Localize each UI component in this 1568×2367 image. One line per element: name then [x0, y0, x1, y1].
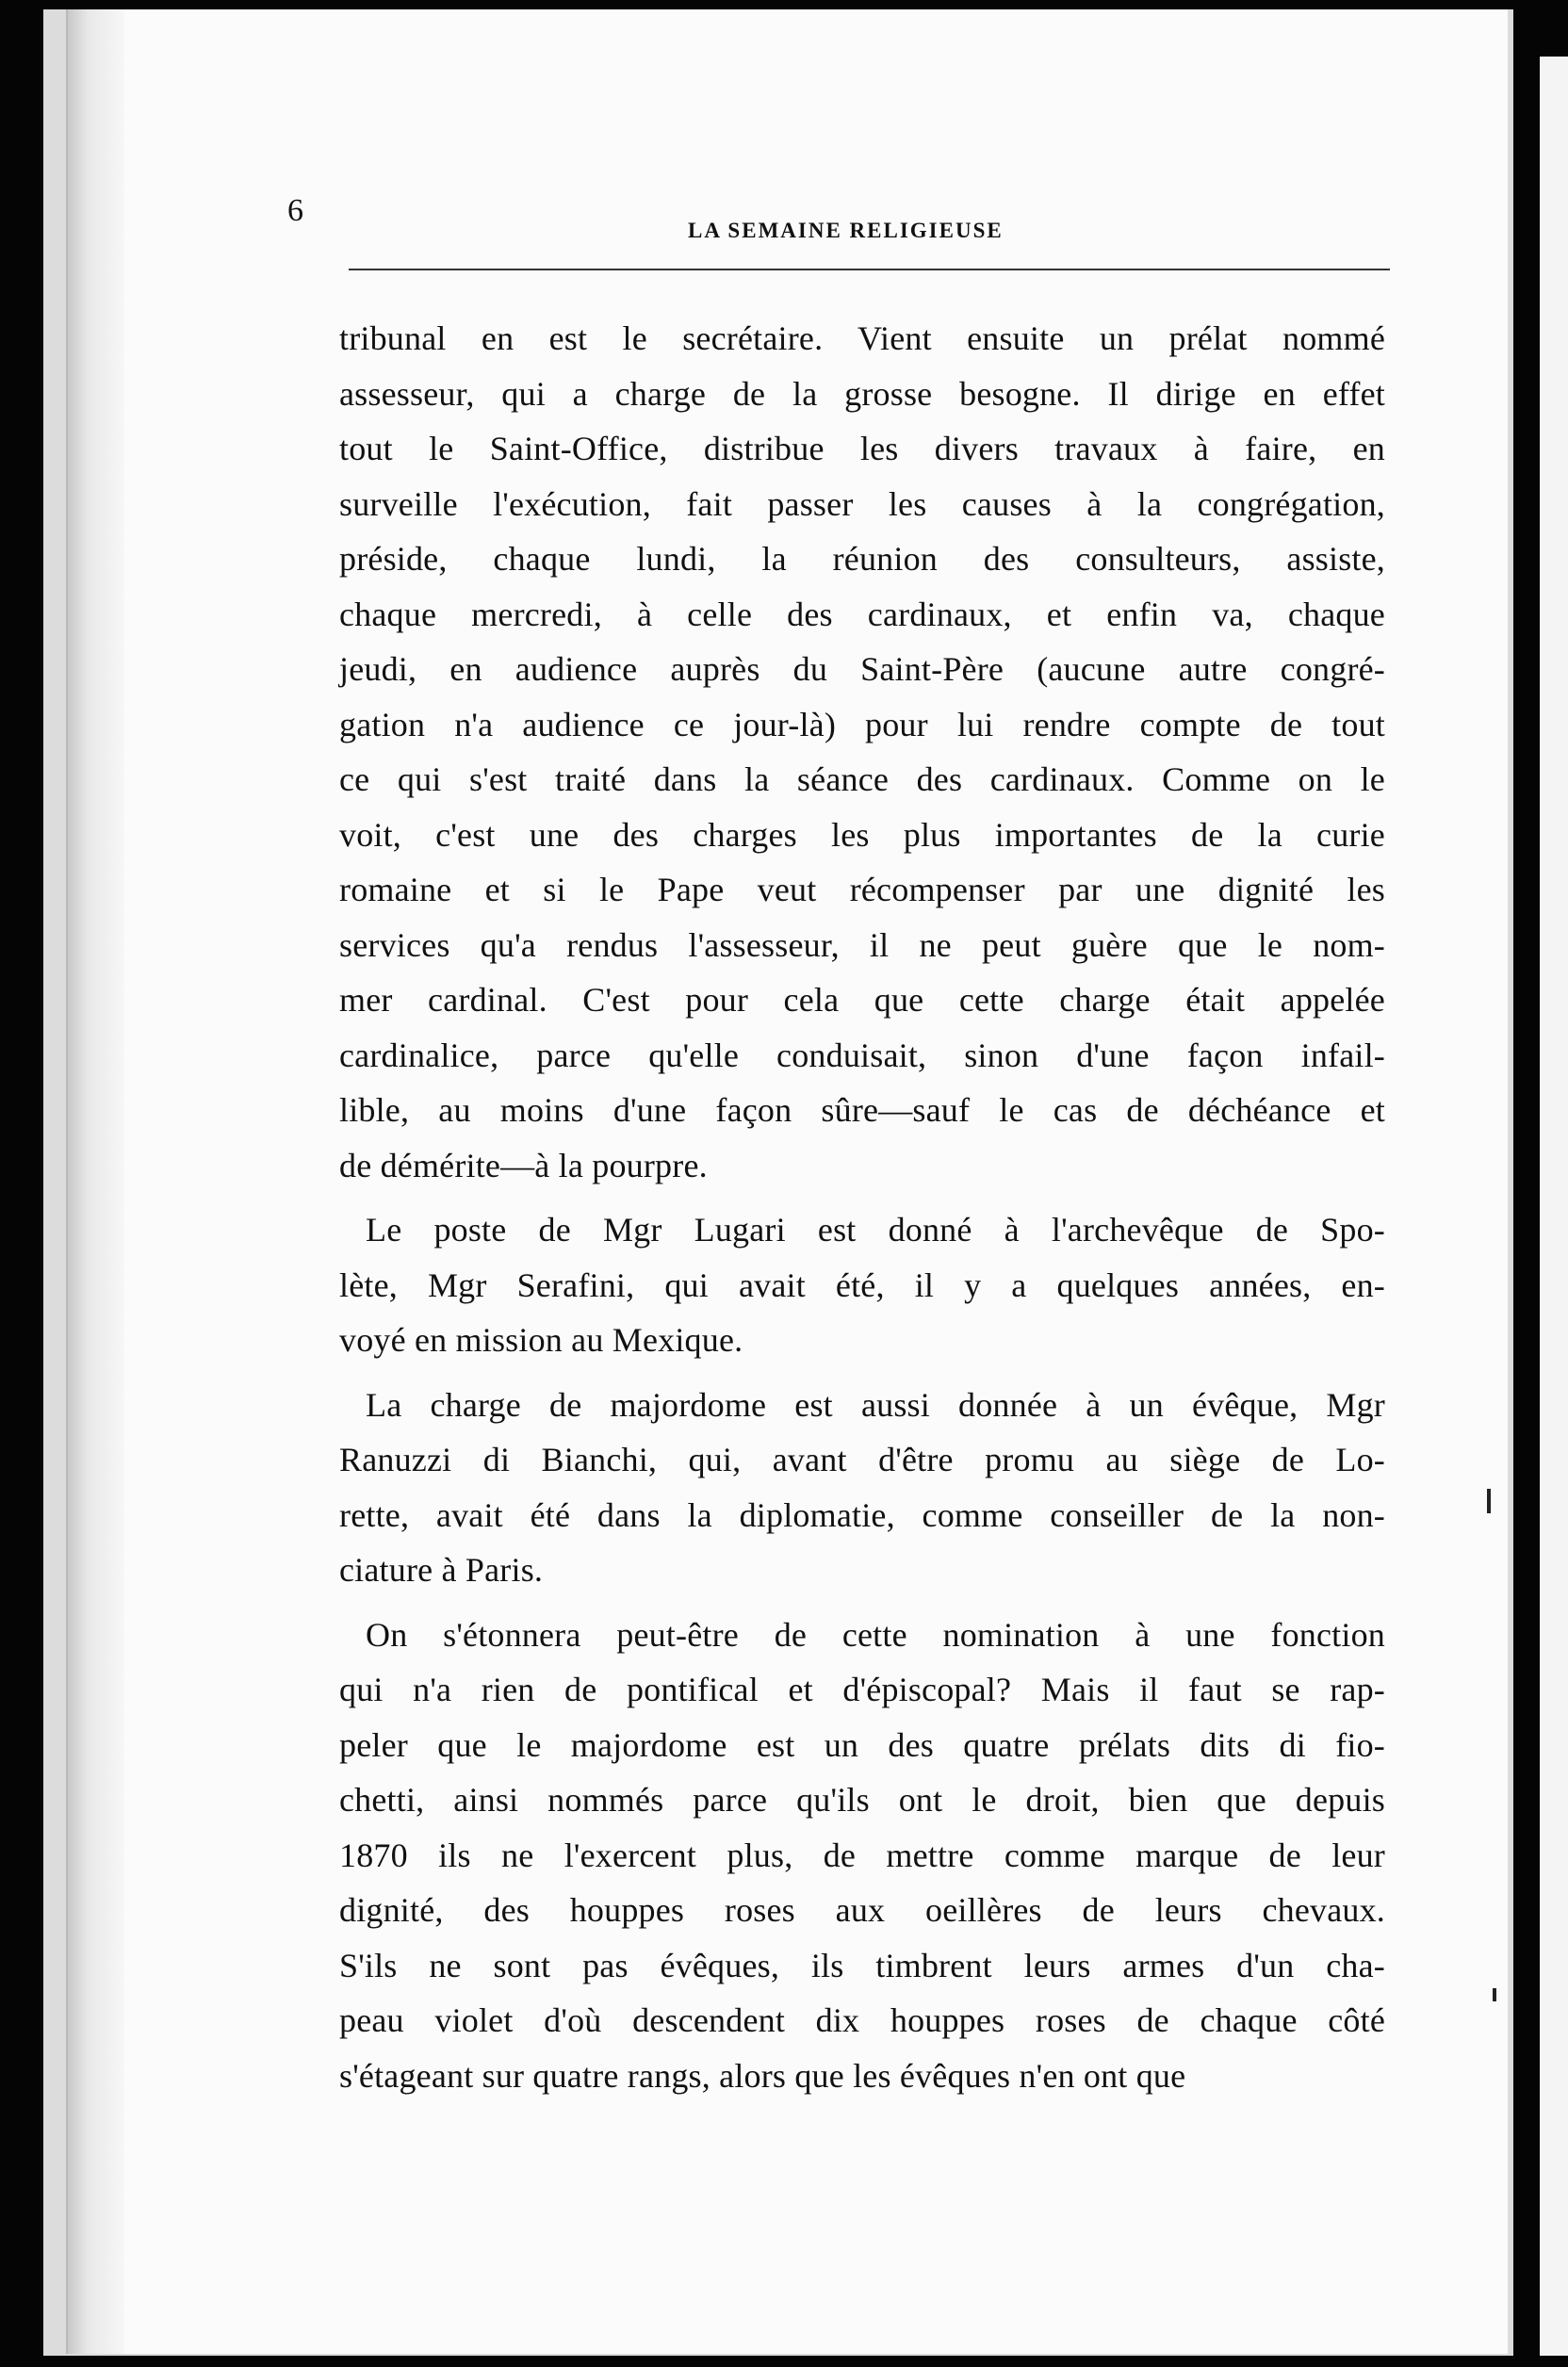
text-line: chaque mercredi, à celle des cardinaux, et enfin va, chaque: [339, 595, 1385, 633]
text-line: voyé en mission au Mexique.: [339, 1321, 743, 1359]
margin-mark: [1487, 1489, 1491, 1513]
paragraph: [339, 1608, 1385, 2104]
text-line: lète, Mgr Serafini, qui avait été, il y a quelques années, en-: [339, 1265, 1385, 1304]
text-line: tout le Saint-Office, distribue les divers travaux à faire, en: [339, 430, 1385, 467]
text-line: s'étageant sur quatre rangs, alors que les évêques n'en ont que: [339, 2056, 1186, 2095]
text-line: ce qui s'est traité dans la séance des cardinaux. Comme on le: [339, 760, 1385, 798]
text-line: qui n'a rien de pontifical et d'épiscopal? Mais il faut se rap-: [339, 1671, 1385, 1708]
text-line: Le poste de Mgr Lugari est donné à l'archevêque de Spo-: [366, 1211, 1385, 1249]
text-line: cardinalice, parce qu'elle conduisait, sinon d'une façon infail-: [339, 1036, 1385, 1074]
text-line: romaine et si le Pape veut récompenser par une dignité les: [339, 871, 1385, 908]
page-binding-edge: [68, 9, 124, 2354]
text-line: On s'étonnera peut-être de cette nomination à une fonction: [366, 1615, 1385, 1654]
text-line: S'ils ne sont pas évêques, ils timbrent leurs armes d'un cha-: [339, 1946, 1385, 1984]
text-line: dignité, des houppes roses aux oeillères de leurs chevaux.: [339, 1891, 1385, 1929]
text-line: jeudi, en audience auprès du Saint-Père (aucune autre congré-: [339, 650, 1385, 688]
header-rule: [349, 269, 1390, 270]
text-line: de démérite—à la pourpre.: [339, 1146, 708, 1184]
text-line: Ranuzzi di Bianchi, qui, avant d'être promu au siège de Lo-: [339, 1441, 1385, 1478]
text-line: préside, chaque lundi, la réunion des consulteurs, assiste,: [339, 540, 1385, 578]
text-line: peler que le majordome est un des quatre prélats dits di fio-: [339, 1725, 1385, 1764]
text-line: ciature à Paris.: [339, 1551, 544, 1589]
text-line: gation n'a audience ce jour-là) pour lui rendre compte de tout: [339, 705, 1385, 743]
text-line: 1870 ils ne l'exercent plus, de mettre comme marque de leur: [339, 1836, 1385, 1874]
paragraph: [339, 311, 1385, 1193]
paragraph: [339, 1378, 1385, 1598]
margin-mark: [1493, 1988, 1496, 2001]
text-line: peau violet d'où descendent dix houppes roses de chaque côté: [339, 2001, 1385, 2039]
text-line: rette, avait été dans la diplomatie, comme conseiller de la non-: [339, 1495, 1385, 1534]
text-line: services qu'a rendus l'assesseur, il ne peut guère que le nom-: [339, 925, 1385, 964]
text-line: mer cardinal. C'est pour cela que cette charge était appelée: [339, 981, 1385, 1019]
text-line: assesseur, qui a charge de la grosse besogne. Il dirige en effet: [339, 374, 1385, 413]
text-line: voit, c'est une des charges les plus importantes de la curie: [339, 815, 1385, 854]
text-line: tribunal en est le secrétaire. Vient ensuite un prélat nommé: [339, 319, 1385, 357]
text-line: La charge de majordome est aussi donnée à un évêque, Mgr: [366, 1385, 1385, 1424]
facing-page-edge: [1540, 57, 1568, 2356]
text-line: surveille l'exécution, fait passer les causes à la congrégation,: [339, 484, 1385, 523]
page-number: 6: [287, 193, 303, 228]
text-line: lible, au moins d'une façon sûre—sauf le cas de déchéance et: [339, 1091, 1385, 1129]
text-body: [339, 311, 1385, 2103]
paragraph: [339, 1202, 1385, 1368]
running-title: LA SEMAINE RELIGIEUSE: [688, 219, 1004, 242]
text-line: chetti, ainsi nommés parce qu'ils ont le droit, bien que depuis: [339, 1781, 1385, 1819]
